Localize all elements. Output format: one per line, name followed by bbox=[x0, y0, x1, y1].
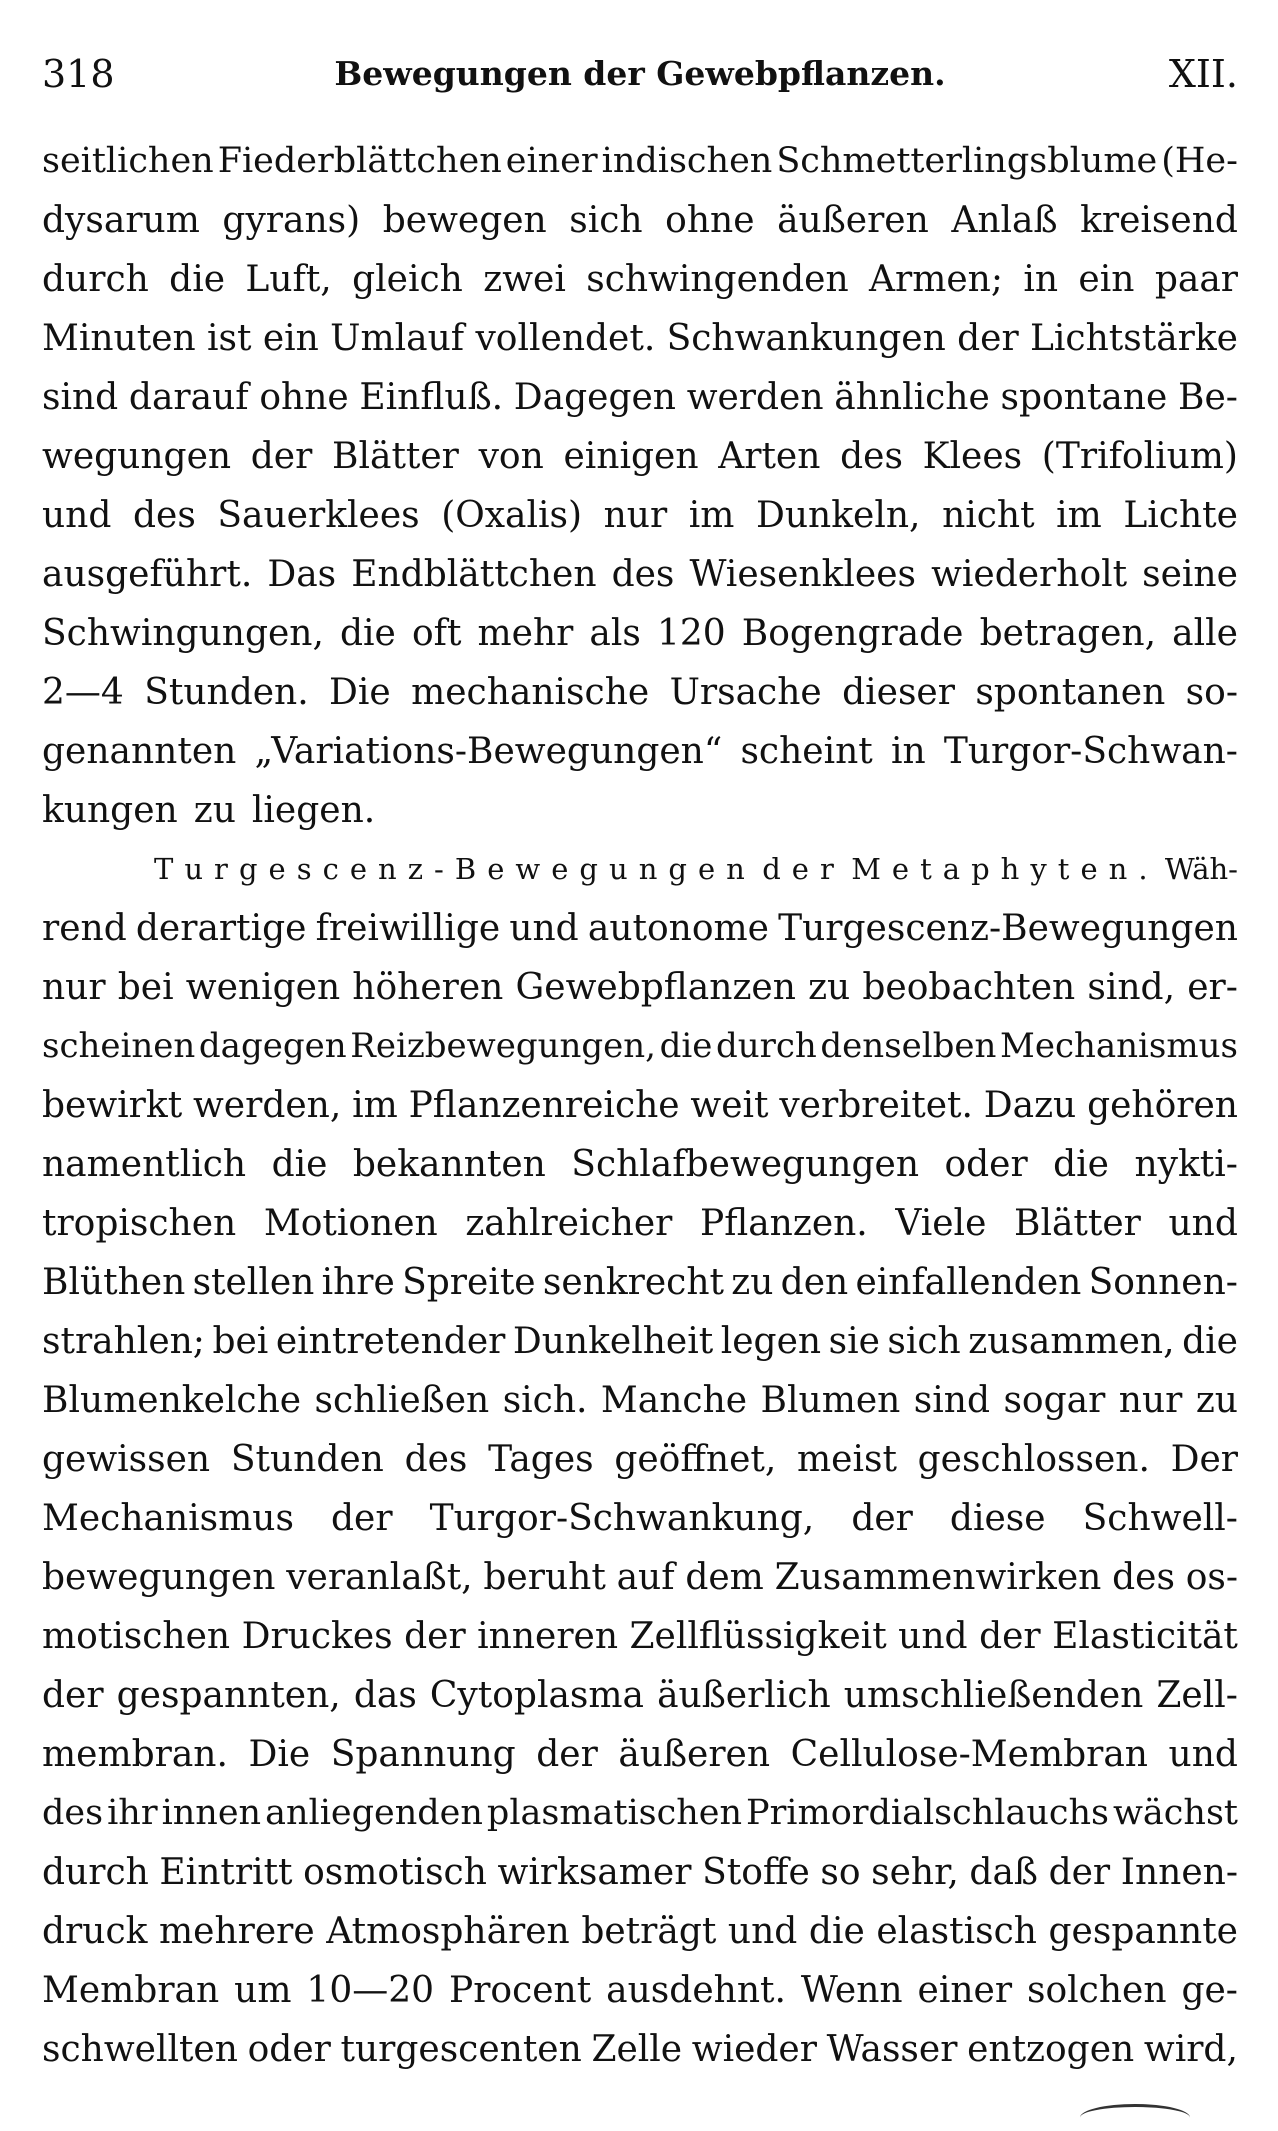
word: Wenn bbox=[800, 1970, 903, 2011]
word: Membran bbox=[42, 1970, 220, 2011]
word: Armen; bbox=[869, 259, 1003, 300]
word: sind bbox=[42, 377, 119, 418]
word: ein bbox=[262, 318, 319, 359]
word: Wasser bbox=[826, 2029, 958, 2070]
text-line bbox=[42, 1194, 1238, 1253]
word: scheinen bbox=[42, 1026, 196, 1066]
word: im bbox=[352, 1085, 398, 1126]
word: und bbox=[509, 908, 579, 949]
word: sind bbox=[913, 1380, 990, 1421]
word: Schmetterlingsblume bbox=[776, 141, 1158, 181]
page-header bbox=[42, 44, 1238, 104]
word: osmotisch bbox=[303, 1852, 487, 1893]
word: zu bbox=[731, 1262, 774, 1303]
word: ausdehnt. bbox=[606, 1970, 786, 2011]
word: eintretender bbox=[275, 1321, 506, 1362]
word: nur bbox=[1118, 1380, 1183, 1421]
word: Ursache bbox=[669, 672, 822, 713]
text-line bbox=[42, 1076, 1238, 1135]
word: wieder bbox=[691, 2029, 817, 2070]
word: Minuten bbox=[42, 318, 196, 359]
word: Motionen bbox=[263, 1203, 438, 1244]
word: das bbox=[353, 1675, 417, 1716]
word: höheren bbox=[352, 967, 504, 1008]
word: ist bbox=[207, 318, 252, 359]
word: motischen bbox=[42, 1616, 231, 1657]
word: (He- bbox=[1161, 141, 1238, 181]
word: Spreite bbox=[402, 1262, 536, 1303]
word: freiwillige bbox=[315, 908, 501, 949]
word: beobachten bbox=[862, 967, 1076, 1008]
word: Die bbox=[248, 1734, 311, 1775]
word: inneren bbox=[477, 1616, 619, 1657]
word: scheint bbox=[740, 731, 873, 772]
word: und bbox=[1168, 1734, 1238, 1775]
word: Einfluß. bbox=[359, 377, 504, 418]
word: legen bbox=[720, 1321, 822, 1362]
word: die bbox=[169, 259, 226, 300]
word: die bbox=[1053, 1144, 1109, 1185]
word: Lichte bbox=[1123, 495, 1238, 536]
chapter-number: XII. bbox=[1168, 52, 1238, 96]
word: äußeren bbox=[618, 1734, 771, 1775]
word: gespannten, bbox=[116, 1675, 341, 1716]
word: bekannten bbox=[352, 1144, 546, 1185]
word: Der bbox=[1170, 1439, 1238, 1480]
word: dieser bbox=[842, 672, 955, 713]
word: Manche bbox=[600, 1380, 748, 1421]
word: des bbox=[42, 1793, 104, 1833]
word: dagegen bbox=[198, 1026, 347, 1066]
text-line bbox=[42, 1135, 1238, 1194]
text-line bbox=[42, 486, 1238, 545]
text-line bbox=[42, 191, 1238, 250]
word: und bbox=[1168, 1203, 1238, 1244]
word: druck bbox=[42, 1911, 148, 1952]
word: sich bbox=[887, 1321, 961, 1362]
word: dysarum bbox=[42, 200, 200, 241]
word: bewegungen bbox=[42, 1557, 276, 1598]
text-line bbox=[42, 250, 1238, 309]
text-line bbox=[42, 899, 1238, 958]
word: denselben bbox=[820, 1026, 997, 1066]
word: wegungen bbox=[42, 436, 232, 477]
text-line bbox=[42, 722, 1238, 781]
word: schwellten bbox=[42, 2029, 238, 2070]
word: senkrecht bbox=[542, 1262, 724, 1303]
text-line bbox=[42, 1902, 1238, 1961]
word: Zell- bbox=[1156, 1675, 1238, 1716]
word: turgescenten bbox=[340, 2029, 582, 2070]
text-line bbox=[42, 368, 1238, 427]
word: des bbox=[611, 554, 675, 595]
word: Innen- bbox=[1120, 1852, 1238, 1893]
body-text bbox=[42, 132, 1238, 2079]
text-line bbox=[42, 1312, 1238, 1371]
word: oft bbox=[411, 613, 462, 654]
word: der bbox=[404, 1616, 466, 1657]
text-line bbox=[42, 1784, 1238, 1843]
word: wiederholt bbox=[931, 554, 1128, 595]
word: Blätter bbox=[1014, 1203, 1141, 1244]
word: membran. bbox=[42, 1734, 228, 1775]
word: nicht bbox=[942, 495, 1035, 536]
word: spontane bbox=[1000, 377, 1168, 418]
word: durch bbox=[715, 1026, 817, 1066]
word: Sonnen- bbox=[1088, 1262, 1238, 1303]
word: und bbox=[42, 495, 112, 536]
word: um bbox=[234, 1970, 292, 2011]
word: wenigen bbox=[185, 967, 341, 1008]
word: äußeren bbox=[777, 200, 929, 241]
word: Viele bbox=[895, 1203, 987, 1244]
word: schwingenden bbox=[586, 259, 849, 300]
page-number: 318 bbox=[42, 52, 115, 96]
word: Schlafbewegungen bbox=[571, 1144, 920, 1185]
word: weit bbox=[690, 1085, 769, 1126]
word: bei bbox=[212, 1321, 269, 1362]
word: Dunkeln, bbox=[756, 495, 921, 536]
word: der bbox=[957, 318, 1019, 359]
word: wird, bbox=[1143, 2029, 1238, 2070]
word: schließen bbox=[314, 1380, 490, 1421]
word: der bbox=[331, 1498, 393, 1539]
text-line bbox=[42, 1489, 1238, 1548]
word: ohne bbox=[665, 200, 755, 241]
word: der bbox=[536, 1734, 598, 1775]
word: verbreitet. bbox=[779, 1085, 973, 1126]
word: sich bbox=[569, 200, 643, 241]
word: Blumenkelche bbox=[42, 1380, 302, 1421]
word: als bbox=[589, 613, 641, 654]
word: betragen, bbox=[979, 613, 1157, 654]
word: einer bbox=[917, 1970, 1013, 2011]
word: Stoffe bbox=[702, 1852, 810, 1893]
word: der bbox=[42, 1675, 104, 1716]
word: gleich bbox=[352, 259, 463, 300]
word: Mechanismus bbox=[1000, 1026, 1238, 1066]
word: nur bbox=[42, 967, 106, 1008]
word: Gewebpflanzen bbox=[515, 967, 796, 1008]
text-line bbox=[42, 604, 1238, 663]
word: Elasticität bbox=[1052, 1616, 1238, 1657]
word: und bbox=[727, 1911, 798, 1952]
word: der bbox=[979, 1616, 1041, 1657]
word: werden bbox=[686, 377, 824, 418]
word: und bbox=[898, 1616, 968, 1657]
text-line bbox=[42, 309, 1238, 368]
word: äußerlich bbox=[657, 1675, 831, 1716]
word: Zelle bbox=[591, 2029, 683, 2070]
word: des bbox=[132, 495, 196, 536]
word: Dagegen bbox=[513, 377, 676, 418]
word: Luft, bbox=[245, 259, 332, 300]
running-title: Bewegungen der Gewebpflanzen. bbox=[334, 54, 946, 93]
word: der bbox=[851, 1498, 913, 1539]
word: zwei bbox=[483, 259, 566, 300]
word: Pflanzenreiche bbox=[408, 1085, 680, 1126]
word: derartige bbox=[135, 908, 307, 949]
word: die bbox=[1182, 1321, 1238, 1362]
word: stellen bbox=[192, 1262, 315, 1303]
word: Lichtstärke bbox=[1030, 318, 1238, 359]
word: Turgor-Schwan- bbox=[943, 731, 1238, 772]
word: in bbox=[1023, 259, 1059, 300]
word: wirksamer bbox=[497, 1852, 692, 1893]
word: Schwingungen, bbox=[42, 613, 324, 654]
word: der bbox=[762, 852, 845, 886]
word: indischen bbox=[601, 141, 773, 181]
word: sich. bbox=[502, 1380, 588, 1421]
word: ein bbox=[1078, 259, 1135, 300]
word: strahlen; bbox=[42, 1321, 205, 1362]
word: die bbox=[271, 1144, 328, 1185]
word: spontanen bbox=[975, 672, 1166, 713]
word: Cytoplasma bbox=[429, 1675, 645, 1716]
word: Das bbox=[267, 554, 337, 595]
word: des bbox=[404, 1439, 468, 1480]
word: kreisend bbox=[1080, 200, 1238, 241]
word: nur bbox=[603, 495, 668, 536]
word: innen bbox=[161, 1793, 262, 1833]
word: autonome bbox=[587, 908, 769, 949]
word: auf bbox=[616, 1557, 675, 1598]
word: geschlossen. bbox=[917, 1439, 1150, 1480]
word: zahlreicher bbox=[465, 1203, 673, 1244]
word: seitlichen bbox=[42, 141, 214, 181]
text-line bbox=[42, 840, 1238, 899]
word: Tages bbox=[488, 1439, 594, 1480]
word: Bogengrade bbox=[741, 613, 964, 654]
word: tropischen bbox=[42, 1203, 237, 1244]
text-line bbox=[42, 1371, 1238, 1430]
word: gewissen bbox=[42, 1439, 211, 1480]
word: er- bbox=[1187, 967, 1238, 1008]
word: ihr bbox=[107, 1793, 158, 1833]
word: des bbox=[1112, 1557, 1175, 1598]
word: umschließenden bbox=[843, 1675, 1144, 1716]
word: dem bbox=[685, 1557, 764, 1598]
word: Wiesenklees bbox=[689, 554, 917, 595]
word: meist bbox=[797, 1439, 897, 1480]
word: diese bbox=[949, 1498, 1046, 1539]
word: mechanische bbox=[411, 672, 650, 713]
word: zu bbox=[808, 967, 851, 1008]
word: werden, bbox=[192, 1085, 342, 1126]
word: der bbox=[1048, 1852, 1111, 1893]
word: sind, bbox=[1087, 967, 1176, 1008]
word: einfallenden bbox=[855, 1262, 1082, 1303]
word: os- bbox=[1185, 1557, 1238, 1598]
word: Mechanismus bbox=[42, 1498, 294, 1539]
word: gyrans) bbox=[222, 200, 361, 241]
word: gespannte bbox=[1048, 1911, 1238, 1952]
word: (Trifolium) bbox=[1041, 436, 1238, 477]
word: darauf bbox=[128, 377, 249, 418]
word: elastisch bbox=[876, 1911, 1037, 1952]
word: 120 bbox=[656, 613, 726, 654]
word: bewirkt bbox=[42, 1085, 183, 1126]
word: Be- bbox=[1178, 377, 1238, 418]
word: ge- bbox=[1181, 1970, 1238, 2011]
word: entzogen bbox=[967, 2029, 1135, 2070]
word: im bbox=[688, 495, 735, 536]
word: genannten bbox=[42, 731, 237, 772]
word: die bbox=[340, 613, 396, 654]
word: zu bbox=[193, 790, 236, 831]
word: Umlauf bbox=[330, 318, 465, 359]
word: Metaphyten. bbox=[851, 852, 1159, 886]
text-line bbox=[42, 132, 1238, 191]
text-line bbox=[42, 1666, 1238, 1725]
word: oder bbox=[247, 2029, 331, 2070]
word: veranlaßt, bbox=[286, 1557, 473, 1598]
word: so- bbox=[1185, 672, 1238, 713]
word: sehr, bbox=[871, 1852, 959, 1893]
word: Sauerklees bbox=[217, 495, 420, 536]
word: in bbox=[890, 731, 926, 772]
word: einer bbox=[505, 141, 598, 181]
word: ihre bbox=[321, 1262, 395, 1303]
word: Turgescenz-Bewegungen bbox=[154, 852, 756, 886]
word: daß bbox=[969, 1852, 1038, 1893]
text-line bbox=[42, 1430, 1238, 1489]
word: sie bbox=[828, 1321, 880, 1362]
word: Die bbox=[329, 672, 391, 713]
word: Schwell- bbox=[1082, 1498, 1238, 1539]
word: Primordialschlauchs bbox=[746, 1793, 1109, 1833]
word: ohne bbox=[259, 377, 349, 418]
word: 10—20 bbox=[306, 1970, 435, 2011]
word: Pflanzen. bbox=[699, 1203, 868, 1244]
word: Anlaß bbox=[951, 200, 1058, 241]
word: bei bbox=[117, 967, 174, 1008]
word: (Oxalis) bbox=[441, 495, 583, 536]
word: Eintritt bbox=[159, 1852, 293, 1893]
word: Fiederblättchen bbox=[217, 141, 502, 181]
text-line bbox=[42, 1725, 1238, 1784]
word: sogar bbox=[1003, 1380, 1106, 1421]
word: zusammen, bbox=[968, 1321, 1175, 1362]
text-line bbox=[42, 1548, 1238, 1607]
word: die bbox=[659, 1026, 713, 1066]
word: Blätter bbox=[332, 436, 459, 477]
word: Atmosphären bbox=[326, 1911, 570, 1952]
word: Arten bbox=[718, 436, 821, 477]
word: plasmatischen bbox=[486, 1793, 743, 1833]
word: beträgt bbox=[581, 1911, 717, 1952]
text-line bbox=[42, 427, 1238, 486]
word: Druckes bbox=[241, 1616, 393, 1657]
word: paar bbox=[1154, 259, 1238, 300]
word: mehr bbox=[477, 613, 574, 654]
word: im bbox=[1056, 495, 1102, 536]
word: Wäh- bbox=[1164, 852, 1238, 886]
word: Spannung bbox=[330, 1734, 516, 1775]
word: durch bbox=[42, 1852, 149, 1893]
word: alle bbox=[1172, 613, 1238, 654]
word: den bbox=[780, 1262, 849, 1303]
word: rend bbox=[42, 908, 127, 949]
word: wächst bbox=[1112, 1793, 1238, 1833]
word: so bbox=[820, 1852, 861, 1893]
word: Dazu bbox=[983, 1085, 1077, 1126]
word: nykti- bbox=[1134, 1144, 1238, 1185]
word: ausgeführt. bbox=[42, 554, 253, 595]
word: oder bbox=[944, 1144, 1028, 1185]
word: gehören bbox=[1087, 1085, 1238, 1126]
word: Klees bbox=[922, 436, 1023, 477]
word: solchen bbox=[1027, 1970, 1167, 2011]
word: der bbox=[250, 436, 313, 477]
word: Turgescenz-Bewegungen bbox=[778, 908, 1238, 949]
word: anliegenden bbox=[265, 1793, 483, 1833]
text-line bbox=[42, 1607, 1238, 1666]
word: Blüthen bbox=[42, 1262, 186, 1303]
word: von bbox=[478, 436, 544, 477]
word: „Variations-Bewegungen“ bbox=[254, 731, 723, 772]
word: Schwankungen bbox=[666, 318, 946, 359]
text-line bbox=[42, 1253, 1238, 1312]
text-line bbox=[42, 545, 1238, 604]
word: kungen bbox=[42, 790, 178, 831]
text-line bbox=[42, 1961, 1238, 2020]
word: 2—4 bbox=[42, 672, 124, 713]
word: vollendet. bbox=[475, 318, 656, 359]
word: zu bbox=[1195, 1380, 1238, 1421]
text-line bbox=[42, 1843, 1238, 1902]
word: Stunden bbox=[230, 1439, 384, 1480]
word: des bbox=[840, 436, 903, 477]
word: Dunkelheit bbox=[512, 1321, 714, 1362]
word: ähnliche bbox=[834, 377, 990, 418]
word: Zusammenwirken bbox=[774, 1557, 1102, 1598]
word: einigen bbox=[563, 436, 699, 477]
word: Endblättchen bbox=[351, 554, 597, 595]
text-line bbox=[42, 781, 1238, 840]
text-line bbox=[42, 663, 1238, 722]
word: beruht bbox=[483, 1557, 606, 1598]
word: namentlich bbox=[42, 1144, 247, 1185]
word: Stunden. bbox=[144, 672, 309, 713]
word: die bbox=[808, 1911, 865, 1952]
word: bewegen bbox=[382, 200, 547, 241]
word: durch bbox=[42, 259, 149, 300]
word: Turgor-Schwankung, bbox=[429, 1498, 815, 1539]
word: Reizbewegungen, bbox=[350, 1026, 656, 1066]
text-line bbox=[42, 2020, 1238, 2079]
word: Cellulose-Membran bbox=[790, 1734, 1148, 1775]
word: geöffnet, bbox=[614, 1439, 777, 1480]
text-line bbox=[42, 958, 1238, 1017]
word: Blumen bbox=[760, 1380, 901, 1421]
word: Zellflüssigkeit bbox=[629, 1616, 887, 1657]
word: seine bbox=[1142, 554, 1238, 595]
text-line bbox=[42, 1017, 1238, 1076]
word: Procent bbox=[448, 1970, 592, 2011]
word: liegen. bbox=[251, 790, 376, 831]
word: mehrere bbox=[159, 1911, 315, 1952]
